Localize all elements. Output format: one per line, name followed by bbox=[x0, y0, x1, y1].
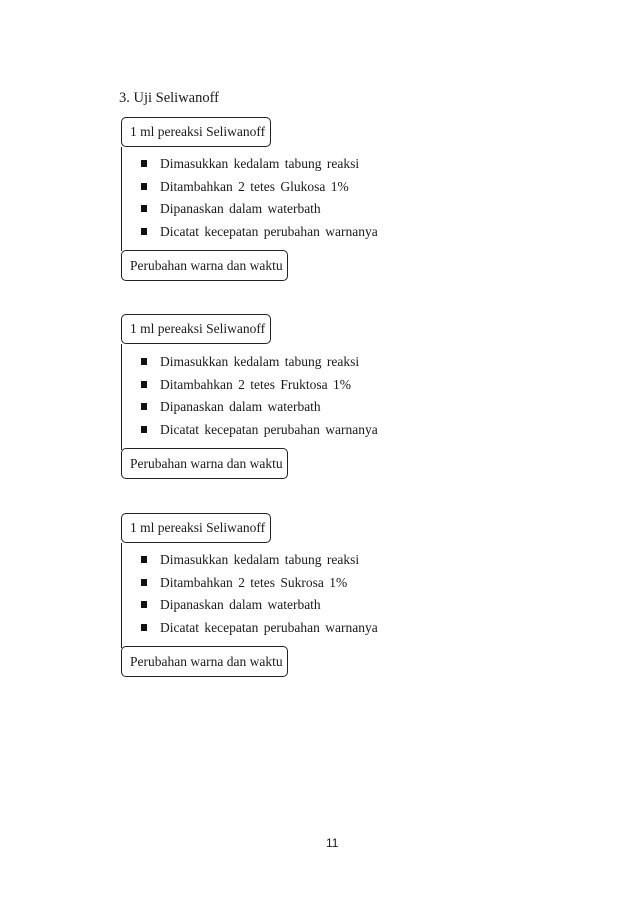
square-bullet-icon bbox=[141, 228, 147, 235]
section-heading: 3. Uji Seliwanoff bbox=[119, 90, 220, 106]
connector-line bbox=[121, 147, 122, 251]
square-bullet-icon bbox=[141, 556, 147, 563]
result-box bbox=[121, 448, 288, 479]
result-box bbox=[121, 250, 288, 281]
square-bullet-icon bbox=[141, 426, 147, 433]
start-box-label: 1 ml pereaksi Seliwanoff bbox=[130, 321, 266, 336]
square-bullet-icon bbox=[141, 624, 147, 631]
square-bullet-icon bbox=[141, 358, 147, 365]
result-box-label: Perubahan warna dan waktu bbox=[130, 455, 283, 471]
connector-line bbox=[121, 543, 122, 648]
start-box-label: 1 ml pereaksi Seliwanoff bbox=[130, 520, 266, 535]
start-box bbox=[121, 513, 271, 543]
start-box bbox=[121, 117, 271, 147]
square-bullet-icon bbox=[141, 403, 147, 410]
square-bullet-icon bbox=[141, 160, 147, 167]
square-bullet-icon bbox=[141, 579, 147, 586]
square-bullet-icon bbox=[141, 381, 147, 388]
square-bullet-icon bbox=[141, 183, 147, 190]
connector-line bbox=[121, 344, 122, 450]
result-box bbox=[121, 646, 288, 677]
result-box-label: Perubahan warna dan waktu bbox=[130, 653, 283, 669]
start-box bbox=[121, 314, 271, 344]
page-number: 11 bbox=[326, 836, 339, 850]
square-bullet-icon bbox=[141, 601, 147, 608]
result-box-label: Perubahan warna dan waktu bbox=[130, 257, 283, 273]
square-bullet-icon bbox=[141, 205, 147, 212]
start-box-label: 1 ml pereaksi Seliwanoff bbox=[130, 124, 266, 139]
